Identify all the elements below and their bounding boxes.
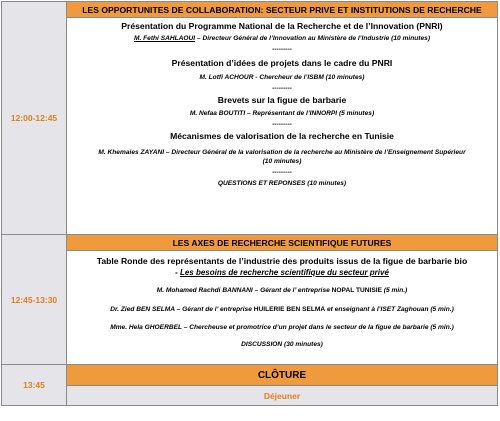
talk-3-speaker-role: – Représentant de l’INNORPI (5 minutes) [245, 110, 375, 117]
talk-4-speaker-role: – Directeur Général de la valorisation de la recherche au Ministère de l’Enseignement Supérieur (10 minutes) [164, 149, 466, 165]
participant-2-company: HUILERIE BEN SELMA [253, 306, 326, 313]
separator: --------- [272, 121, 292, 128]
round-table-title: Table Ronde des représentants de l’industrie des produits issus de la figue de barbarie bio [96, 256, 468, 266]
theme-text: Les besoins de recherche scientifique du secteur privé [179, 268, 389, 277]
round-table-theme [67, 267, 497, 278]
talk-3-speaker-name: M. Nefaa BOUTITI [189, 110, 246, 117]
program-table [1, 1, 498, 406]
session-1-content-row [2, 18, 498, 235]
participant-3-role: – Chercheuse et promotrice d’un projet dans le secteur de la figue de barbarie (5 min.) [181, 324, 454, 331]
participant-1-company: NOPAL TUNISIE [331, 287, 382, 294]
separator: --------- [272, 169, 292, 176]
talk-1-speaker-role: – Directeur Général de l’Innovation au Ministère de l’Industrie (10 minutes) [195, 35, 431, 42]
session-2-title: LES AXES DE RECHERCHE SCIENTIFIQUE FUTURES [67, 235, 498, 251]
talk-1-speaker-name: M. Fethi SAHLAOUI [133, 35, 196, 42]
session-1-title: LES OPPORTUNITES DE COLLABORATION: SECTEUR PRIVE ET INSTITUTIONS DE RECHERCHE [67, 2, 498, 18]
separator: --------- [272, 85, 292, 92]
session-2-time: 12:45-13:30 [2, 235, 67, 365]
session-3-time: 13:45 [2, 365, 67, 406]
session-1-header-row [2, 2, 498, 18]
session-3-content-row [2, 386, 498, 406]
session-2-content-row [2, 251, 498, 365]
participant-2 [67, 305, 497, 314]
participant-3-name: Mme. Hela GHOERBEL [110, 324, 182, 331]
participant-1-role: – Gérant de l’ entreprise [252, 287, 332, 294]
participant-2-suffix: et enseignant à l’ISET Zaghouan (5 min.) [325, 306, 454, 313]
talk-3-title: Brevets sur la figue de barbarie [217, 95, 347, 105]
session-2-header-row [2, 235, 498, 251]
session-1-content [67, 18, 498, 235]
participant-2-role: – Gérant de l’ entreprise [174, 306, 254, 313]
talk-1-speaker [67, 34, 497, 43]
theme-prefix: - [175, 268, 180, 277]
participant-1-suffix: (5 min.) [381, 287, 408, 294]
talk-4-speaker-name: M. Khemaies ZAYANI [98, 149, 165, 156]
questions-answers: QUESTIONS ET REPONSES (10 minutes) [217, 180, 347, 187]
talk-2-speaker [67, 73, 497, 82]
separator: --------- [272, 46, 292, 53]
participant-1-name: M. Mohamed Rachdi BANNANI [156, 287, 253, 294]
talk-2-title: Présentation d’idées de projets dans le cadre du PNRI [171, 58, 393, 68]
talk-4-title: Mécanismes de valorisation de la recherche en Tunisie [170, 131, 394, 141]
participant-2-name: Dr. Zied BEN SELMA [110, 306, 175, 313]
participant-1 [67, 286, 497, 295]
talk-2-speaker-role: - Chercheur de l’ISBM (10 minutes) [253, 74, 365, 81]
session-3-header-row [2, 365, 498, 386]
session-1-time: 12:00-12:45 [2, 2, 67, 235]
discussion: DISCUSSION (30 minutes) [241, 341, 323, 348]
talk-4-speaker [67, 148, 497, 166]
session-2-content [67, 251, 498, 365]
participant-3 [67, 323, 497, 332]
talk-2-speaker-name: M. Lotfi ACHOUR [199, 74, 254, 81]
session-3-title: CLÔTURE [67, 365, 498, 386]
talk-3-speaker [67, 109, 497, 118]
lunch: Déjeuner [67, 386, 498, 406]
talk-1-title: Présentation du Programme National de la Recherche et de l’Innovation (PNRI) [121, 21, 443, 31]
